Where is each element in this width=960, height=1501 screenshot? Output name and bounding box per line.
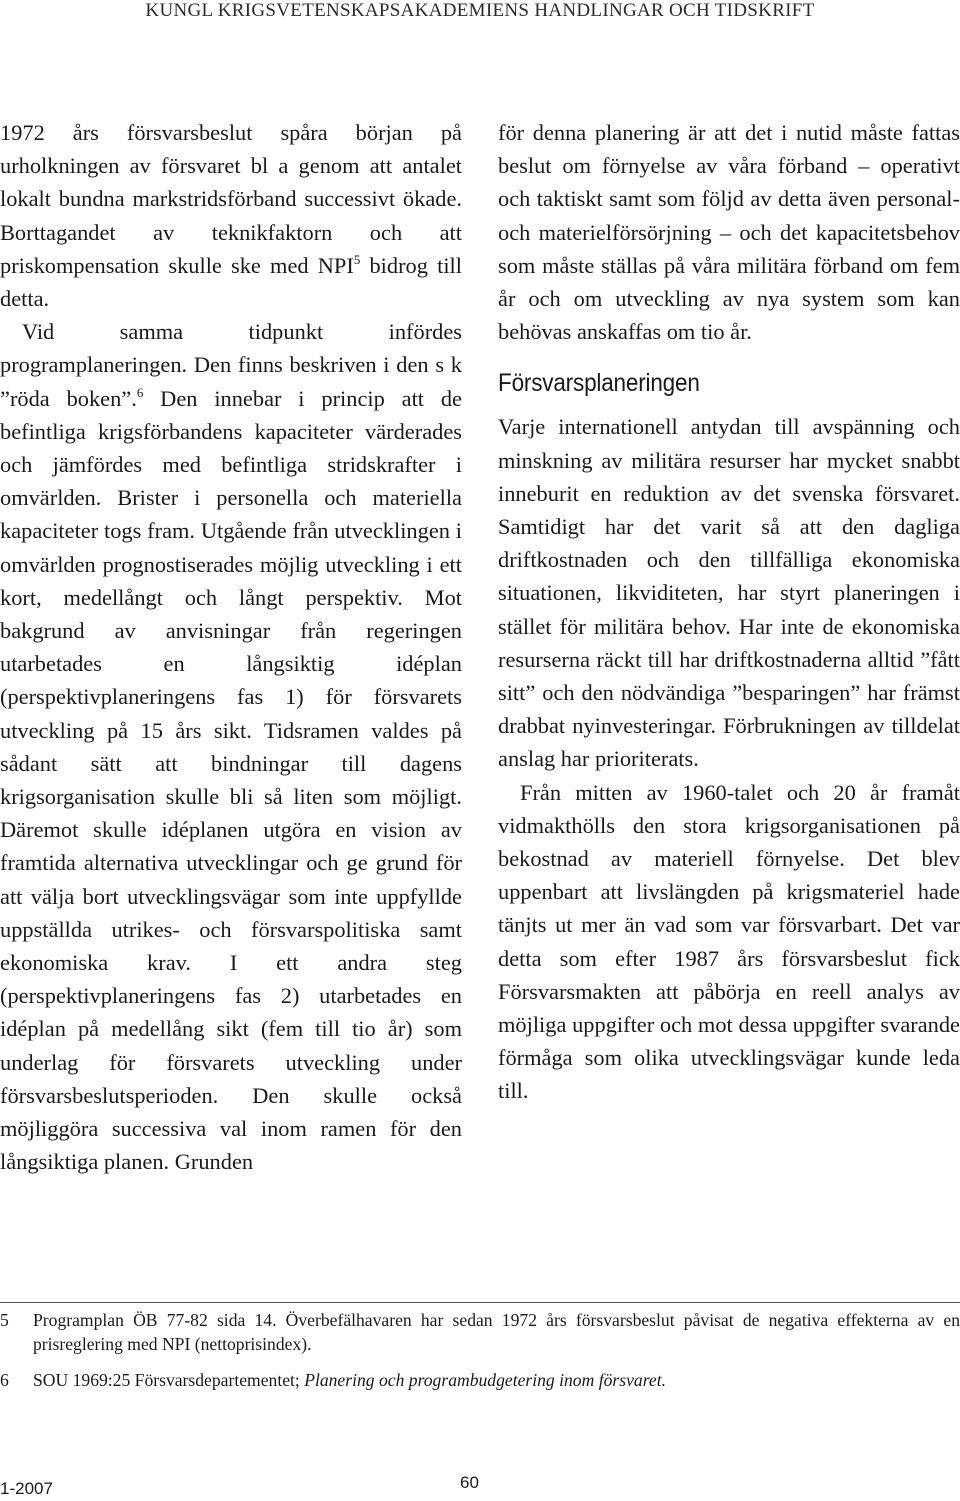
footnote-text: Programplan ÖB 77-82 sida 14. Överbefälhavaren har sedan 1972 års försvarsbeslut påvisat de negativa effekterna av en prisreglering med NPI (nettoprisindex). (33, 1310, 960, 1354)
section-heading: Försvarsplaneringen (498, 369, 700, 398)
footnote-divider (0, 1302, 960, 1303)
footnote-6 (0, 1368, 960, 1392)
paragraph: Varje internationell antydan till avspänning och minskning av militära resurser har mycket snabbt inneburit en reduktion av det svenska försvaret. Samtidigt har det varit så att den dagliga driftkostnaden och den tillfälliga ekonomiska situationen, likviditeten, har styrt planeringen i stället för militära behov. Har inte de ekonomiska resurserna räckt till har driftkostnaderna alltid ”fått sitt” och den nödvändiga ”besparingen” har främst drabbat nyinvesteringar. Förbrukningen av tilldelat anslag har prioriterats. (498, 414, 960, 772)
footnote-ref-6[interactable]: 6 (136, 384, 144, 400)
footnote-number: 6 (0, 1370, 9, 1390)
left-column (0, 116, 462, 1179)
paragraph: 1972 års försvarsbeslut spåra början på urholkningen av försvaret bl a genom att antalet lokalt bundna markstridsförband successivt ökade. Borttagandet av teknikfaktorn och att priskompensation skulle ske med NPI$^5$ bidrog till detta. (0, 120, 462, 312)
footnote-5 (0, 1308, 960, 1356)
page-number: 60 (460, 1473, 479, 1492)
footnote-number: 5 (0, 1310, 9, 1330)
footnote-title-italic: Planering och programbudgetering inom försvaret. (304, 1370, 666, 1390)
issue-label: 1-2007 (0, 1479, 53, 1498)
paragraph: för denna planering är att det i nutid måste fattas beslut om förnyelse av våra förband – operativt och taktiskt samt som följd av detta även personal- och materielförsörjning – och det kapacitetsbehov som måste ställas på våra militära förband om fem år och om utveckling av nya system som kan behövas anskaffas om tio år. (498, 120, 960, 345)
right-column (498, 116, 960, 1108)
paragraph: Från mitten av 1960-talet och 20 år framåt vidmakthölls den stora krigsorganisationen på bekostnad av materiell förnyelse. Det blev uppenbart att livslängden på krigsmateriel hade tänjts ut mer än vad som var försvarbart. Det var detta som efter 1987 års försvarsbeslut fick Försvarsmakten att påbörja en reell analys av möjliga uppgifter och mot dessa uppgifter svarande förmåga som olika utvecklingsvägar kunde leda till. (498, 779, 960, 1104)
paragraph: Vid samma tidpunkt infördes programplaneringen. Den finns beskriven i den s k ”röda boken”.$^6$ Den innebar i princip att de befintliga krigsförbandens kapaciteter värderades och jämfördes med befintliga stridskrafter i omvärlden. Brister i personella och materiella kapaciteter togs fram. Utgående från utvecklingen i omvärlden prognostiserades möjlig utveckling i ett kort, medellångt och långt perspektiv. Mot bakgrund av anvisningar från regeringen utarbetades en långsiktig idéplan (perspektivplaneringens fas 1) för försvarets utveckling på 15 års sikt. Tidsramen valdes på sådant sätt att bindningar till dagens krigsorganisation skulle bli så liten som möjligt. Däremot skulle idéplanen utgöra en vision av framtida alternativa utvecklingar och ge grund för att välja bort utvecklingsvägar som inte uppfyllde uppställda utrikes- och försvarspolitiska samt ekonomiska krav. I ett andra steg (perspektivplaneringens fas 2) utarbetades en idéplan på medellång sikt (fem till tio år) som underlag för försvarets utveckling under försvarsbeslutsperioden. Den skulle också möjliggöra successiva val inom ramen för den långsiktiga planen. Grunden (0, 319, 462, 1175)
footnotes (0, 1308, 960, 1404)
footnote-text: SOU 1969:25 Försvarsdepartementet; Planering och programbudgetering inom försvaret. (33, 1370, 666, 1390)
footnote-ref-5[interactable]: 5 (353, 251, 361, 267)
running-header: KUNGL KRIGSVETENSKAPSAKADEMIENS HANDLINGAR OCH TIDSKRIFT (145, 0, 815, 21)
